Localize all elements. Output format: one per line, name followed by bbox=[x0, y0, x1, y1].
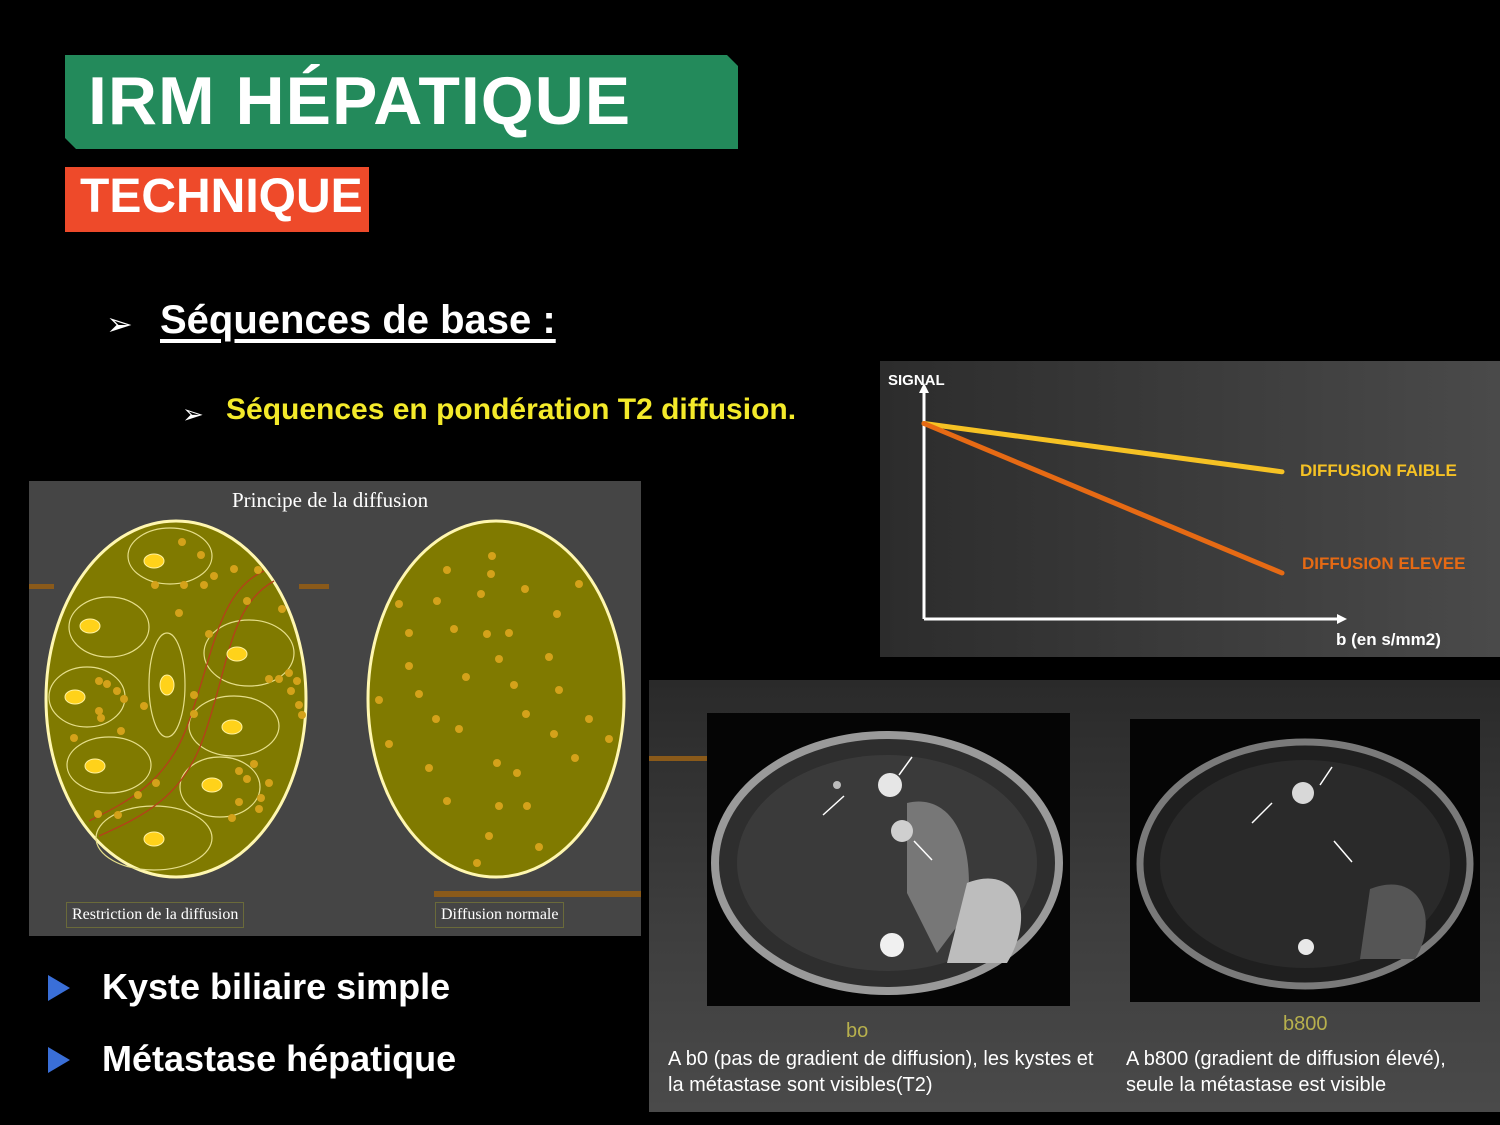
slide-subtitle: TECHNIQUE bbox=[80, 170, 363, 223]
diffusion-illustration bbox=[29, 481, 641, 936]
series-label-faible: DIFFUSION FAIBLE bbox=[1300, 461, 1457, 480]
x-axis-arrow bbox=[1337, 614, 1347, 624]
diffusion-figure-title: Principe de la diffusion bbox=[232, 488, 429, 512]
normal-diffusion-ellipse bbox=[368, 521, 624, 877]
decorative-strip bbox=[299, 584, 329, 589]
label-b0: bo bbox=[846, 1020, 869, 1042]
diffusion-figure bbox=[29, 481, 641, 936]
caption-b0: A b0 (pas de gradient de diffusion), les kystes et la métastase sont visibles(T2) bbox=[668, 1048, 1094, 1096]
y-axis-label: SIGNAL bbox=[888, 372, 945, 389]
restriction-caption: Restriction de la diffusion bbox=[66, 902, 244, 928]
x-axis-label: b (en s/mm2) bbox=[1336, 630, 1441, 649]
decorative-strip bbox=[434, 891, 641, 897]
bullet-kyste: Kyste biliaire simple bbox=[102, 966, 451, 1007]
bullet-t2-diffusion: Séquences en pondération T2 diffusion. bbox=[226, 393, 797, 426]
bullet-metastase: Métastase hépatique bbox=[102, 1038, 457, 1079]
label-b800: b800 bbox=[1283, 1013, 1328, 1035]
bullet-sequences-de-base: Séquences de base : bbox=[160, 298, 556, 342]
play-triangle-icon bbox=[48, 975, 70, 1001]
caption-b800: A b800 (gradient de diffusion élevé), seule la métastase est visible bbox=[1126, 1048, 1446, 1096]
arrow-bullet-icon: ➢ bbox=[106, 305, 133, 343]
signal-graph bbox=[880, 361, 1500, 657]
play-triangle-icon bbox=[48, 1047, 70, 1073]
decorative-strip bbox=[649, 756, 707, 761]
decorative-strip bbox=[29, 584, 54, 589]
series-label-elevee: DIFFUSION ELEVEE bbox=[1302, 554, 1466, 573]
arrow-bullet-icon: ➢ bbox=[182, 400, 204, 430]
signal-graph-panel bbox=[880, 361, 1500, 657]
mri-image-b0 bbox=[707, 713, 1070, 1006]
normal-diffusion-caption: Diffusion normale bbox=[435, 902, 564, 928]
slide-title: IRM HÉPATIQUE bbox=[88, 63, 632, 139]
mri-image-b800 bbox=[1130, 719, 1480, 1002]
